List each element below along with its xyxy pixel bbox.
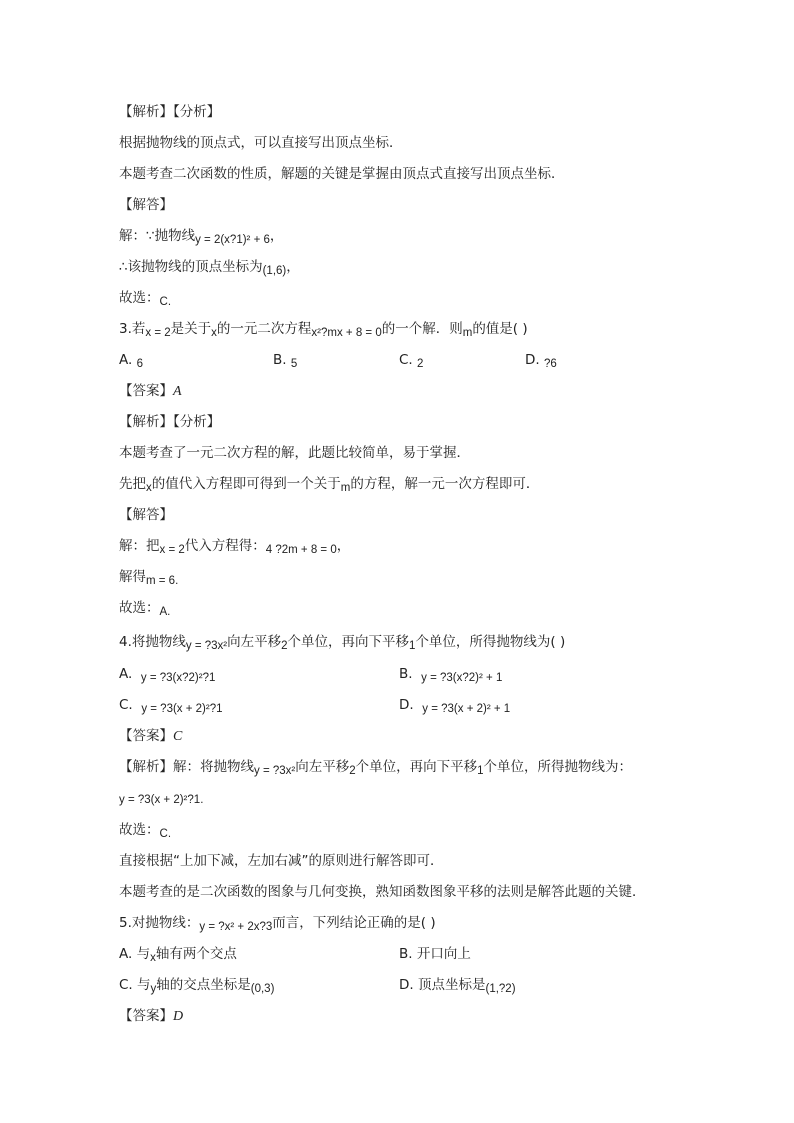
math-expression: m = 6 — [146, 575, 176, 587]
text-run: . — [175, 575, 179, 587]
text-run: ∴该抛物线的顶点坐标为 — [119, 259, 263, 275]
option-a — [119, 946, 237, 963]
analysis-text: 本题考查了一元二次方程的解，此题比较简单，易于掌握． — [119, 445, 470, 461]
math-expression: y = ?3x² — [185, 640, 228, 652]
option-label: A. — [119, 352, 133, 368]
answer-label: 【答案】 — [119, 728, 173, 744]
math-expression: y = 2(x?1)² + 6 — [195, 234, 270, 246]
math-expression: 1 — [477, 765, 484, 777]
text-run: 是关于 — [170, 321, 212, 337]
answer-value: D — [173, 1009, 184, 1024]
math-expression: y — [150, 983, 157, 995]
option-label: C. — [399, 352, 413, 368]
option-value: y = ?3(x?2)² + 1 — [421, 672, 503, 684]
option-b — [399, 946, 471, 962]
analysis-text: 根据抛物线的顶点式，可以直接写出顶点坐标． — [119, 135, 403, 151]
text-run: 的方程，解一元一次方程即可． — [350, 476, 540, 492]
text-run: 若 — [131, 321, 146, 337]
text-run: 先把 — [119, 476, 146, 492]
math-expression: y = ?x² + 2x?3 — [199, 921, 273, 933]
option-label: B. — [399, 666, 413, 682]
analysis-heading — [119, 104, 220, 120]
answer-label: 【答案】 — [119, 383, 173, 399]
answer-line — [119, 1008, 183, 1025]
text-run: 的一元二次方程 — [216, 321, 312, 337]
analysis-line — [119, 759, 632, 776]
question-number: 4. — [119, 634, 132, 650]
text-run: . — [167, 296, 172, 308]
option-c — [119, 697, 223, 714]
math-expression: (1,?2) — [485, 983, 516, 995]
math-expression: m — [340, 482, 351, 494]
math-expression: x — [146, 482, 152, 494]
question-number: 3. — [119, 321, 132, 337]
analysis-line — [119, 476, 539, 493]
option-value: y = ?3(x?2)²?1 — [140, 672, 216, 684]
note-line — [119, 853, 444, 869]
solution-line — [119, 569, 178, 586]
analysis-line — [119, 135, 403, 151]
option-label: A. — [119, 666, 133, 682]
option-value: ?6 — [543, 358, 557, 370]
answer-value: C — [173, 729, 183, 744]
solution-line — [119, 538, 350, 555]
math-expression: 4 ?2m + 8 = 0 — [265, 544, 337, 556]
text-run: . — [167, 606, 171, 618]
math-expression: C — [159, 828, 168, 840]
option-value: 5 — [290, 358, 298, 370]
option-b — [399, 666, 502, 683]
text-run: 解得 — [119, 569, 146, 585]
analysis-heading — [119, 414, 220, 430]
analysis-text: 本题考查二次函数的性质，解题的关键是掌握由顶点式直接写出顶点坐标． — [119, 166, 565, 182]
question-5-stem — [119, 915, 436, 932]
solution-tag: 【解答】 — [119, 197, 173, 213]
math-expression: (1,6) — [262, 265, 287, 277]
option-d — [399, 977, 516, 994]
option-d — [399, 697, 510, 714]
text-run: 的一个解．则 — [381, 321, 463, 337]
text-run: 将抛物线 — [131, 634, 186, 650]
math-expression: C — [159, 296, 168, 308]
math-expression: m — [462, 327, 473, 339]
math-expression: x = 2 — [145, 327, 171, 339]
question-number: 5. — [119, 915, 132, 931]
text-run: C. 与 — [119, 977, 151, 993]
analysis-line — [119, 166, 565, 182]
option-b — [273, 352, 297, 369]
text-run: 个单位，再向下平移 — [355, 759, 478, 775]
option-d — [525, 352, 557, 369]
analysis-tag: 【解析】 — [119, 759, 173, 775]
math-expression: x = 2 — [159, 544, 185, 556]
text-run: ， — [336, 538, 351, 554]
result-line — [119, 791, 203, 808]
text-run: ， — [269, 228, 284, 244]
text-run: 故选： — [119, 600, 160, 616]
option-c — [119, 977, 274, 994]
solution-line — [119, 228, 283, 245]
note-line — [119, 884, 646, 900]
text-run: 轴的交点坐标是 — [156, 977, 251, 993]
analysis-line — [119, 445, 470, 461]
option-label: D. — [525, 352, 540, 368]
solution-heading — [119, 507, 173, 523]
math-expression: (0,3) — [250, 983, 275, 995]
text-run: 向左平移 — [227, 634, 282, 650]
text-run: 故选： — [119, 822, 160, 838]
answer-value: A — [173, 384, 182, 399]
text-run: 个单位，再向下平移 — [287, 634, 410, 650]
note-text: 本题考查的是二次函数的图象与几何变换，熟知函数图象平移的法则是解答此题的关键． — [119, 884, 646, 900]
text-run: 解：把 — [119, 538, 160, 554]
math-expression: x²?mx + 8 = 0 — [311, 327, 382, 339]
option-label: C. — [119, 697, 133, 713]
text-run: ， — [286, 259, 300, 275]
answer-line — [119, 383, 182, 400]
text-run: 而言，下列结论正确的是( ) — [272, 915, 436, 931]
solution-tag: 【解答】 — [119, 507, 173, 523]
option-a — [119, 352, 143, 369]
analysis-tag: 【解析】【分析】 — [119, 104, 221, 120]
option-value: y = ?3(x + 2)² + 1 — [422, 703, 511, 715]
question-3-stem — [119, 321, 528, 338]
text-run: B. 开口向上 — [399, 946, 471, 962]
text-run: 个单位，所得抛物线为： — [483, 759, 633, 775]
choose-line — [119, 822, 171, 839]
answer-label: 【答案】 — [119, 1008, 173, 1024]
text-run: 轴有两个交点 — [155, 946, 237, 962]
math-expression: y = ?3x² — [254, 765, 296, 777]
solution-line — [119, 259, 300, 276]
text-run: 的值是( ) — [472, 321, 528, 337]
option-label: D. — [399, 697, 414, 713]
text-run: . — [167, 828, 172, 840]
text-run: A. 与 — [119, 946, 151, 962]
math-expression: 1 — [409, 640, 416, 652]
text-run: 代入方程得： — [184, 538, 266, 554]
option-value: y = ?3(x + 2)²?1 — [141, 703, 223, 715]
math-expression: y = ?3(x + 2)²?1 — [119, 794, 201, 806]
math-expression: 2 — [281, 640, 288, 652]
option-value: 2 — [417, 358, 424, 370]
text-run: 对抛物线： — [131, 915, 200, 931]
text-run: 解：将抛物线 — [173, 759, 254, 775]
math-expression: x — [211, 327, 217, 339]
answer-line — [119, 728, 182, 745]
option-label: B. — [273, 352, 287, 368]
note-text: 直接根据“上加下减，左加右减”的原则进行解答即可． — [119, 853, 444, 869]
option-a — [119, 666, 215, 683]
text-run: . — [200, 794, 204, 806]
analysis-tag: 【解析】【分析】 — [119, 414, 221, 430]
option-c — [399, 352, 423, 369]
choose-line — [119, 600, 170, 617]
text-run: D. 顶点坐标是 — [399, 977, 486, 993]
text-run: 故选： — [119, 290, 160, 306]
solution-heading — [119, 197, 173, 213]
option-value: 6 — [136, 358, 143, 370]
text-run: 个单位，所得抛物线为( ) — [415, 634, 566, 650]
math-expression: x — [150, 952, 156, 964]
choose-line — [119, 290, 171, 307]
question-4-stem — [119, 634, 565, 651]
text-run: 的值代入方程即可得到一个关于 — [151, 476, 341, 492]
math-expression: 2 — [349, 765, 356, 777]
text-run: 解：∵抛物线 — [119, 228, 196, 244]
text-run: 向左平移 — [295, 759, 350, 775]
math-expression: A — [159, 606, 168, 618]
